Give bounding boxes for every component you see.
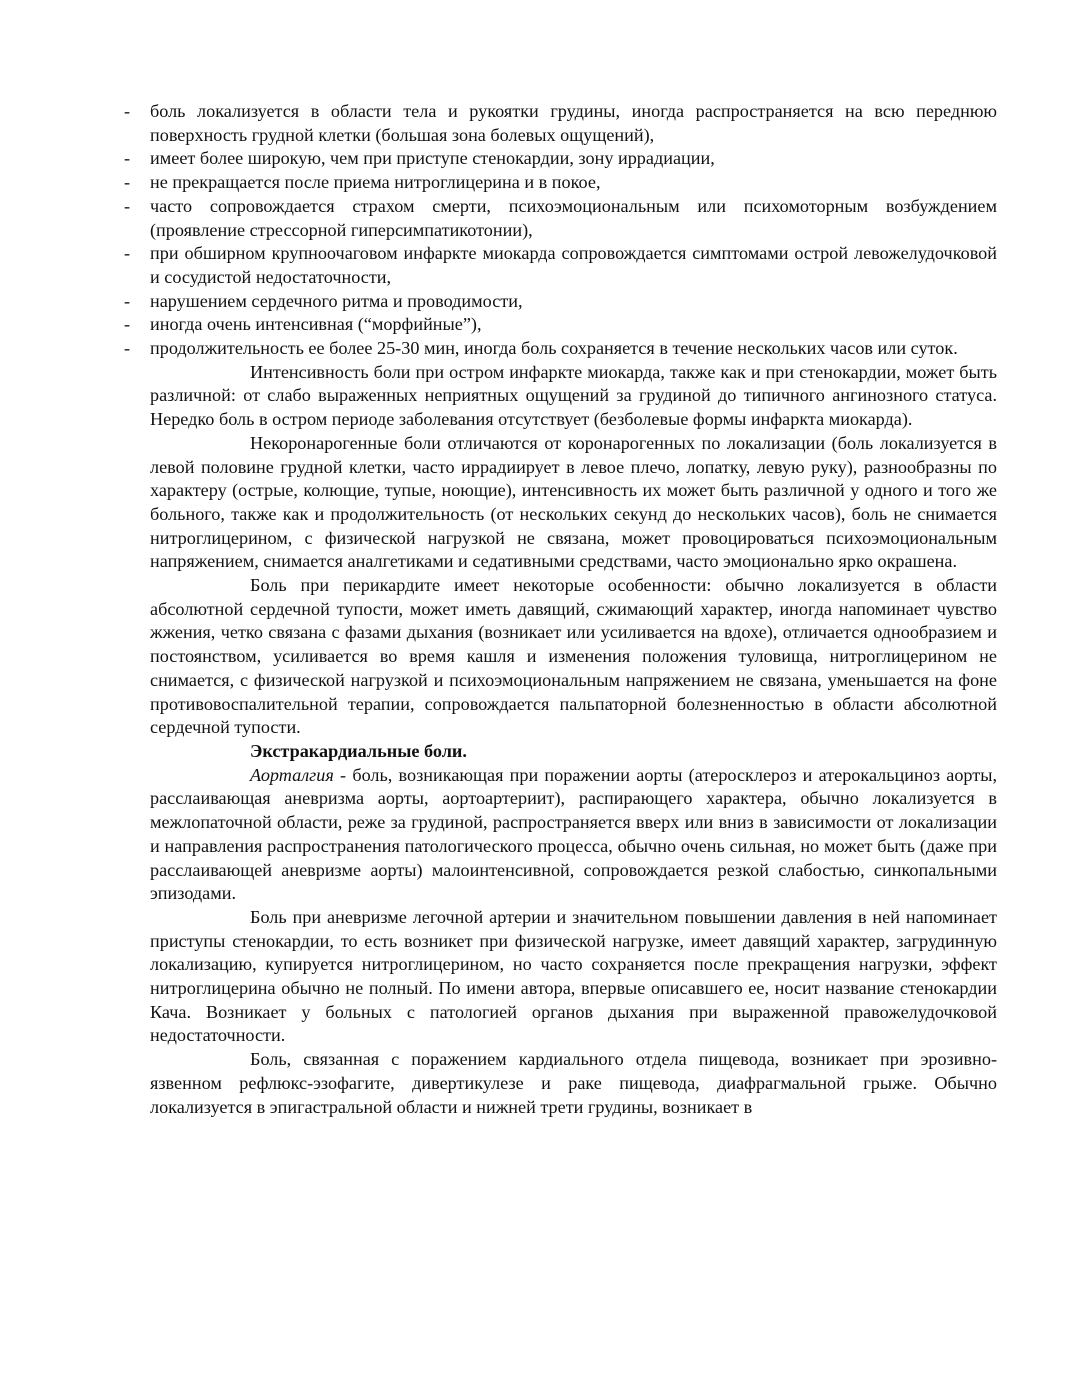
list-item [124,195,997,242]
list-marker: - [124,101,131,121]
paragraph-aortalgia [150,764,997,906]
list-marker: - [124,172,131,193]
list-item [124,242,997,289]
list-item-text: нарушением сердечного ритма и проводимости, [150,290,523,311]
list-item [124,147,997,171]
paragraph-pericarditis-pain: Боль при перикардите имеет некоторые особенности: обычно локализуется в области абсолютной сердечной тупости, может иметь давящий, сжимающий характер, иногда напоминает чувство жжения, четко связана с фазами дыхания (возникает или усиливается на вдохе), отличается однообразием и постоянством, усиливается во время кашля и изменения положения туловища, нитроглицерином не снимается, с физической нагрузкой и психоэмоциональным напряжением не связана, уменьшается на фоне противовоспалительной терапии, сопровождается пальпаторной болезненностью в области абсолютной сердечной тупости. [150,575,997,738]
paragraph-pulmonary-artery-pain: Боль при аневризме легочной артерии и значительном повышении давления в ней напоминает приступы стенокардии, то есть возникет при физической нагрузке, имеет давящий характер, загрудинную локализацию, купируется нитроглицерином, но часто сохраняется после прекращения нагрузки, эффект нитроглицерина обычно не полный. По имени автора, впервые описавшего ее, носит название стенокардии Кача. Возникает у больных с патологией органов дыхания при выраженной правожелудочковой недостаточности. [150,906,997,1046]
list-item-text: не прекращается после приема нитроглицерина и в покое, [150,172,601,193]
paragraph-esophageal-pain: Боль, связанная с поражением кардиального отдела пищевода, возникает при эрозивно-язвенном рефлюкс-эзофагите, дивертикулезе и раке пищевода, диафрагмальной грыже. Обычно локализуется в эпигастральной области и нижней трети грудины, возникает в [150,1049,997,1117]
list-item-text: имеет более широкую, чем при приступе стенокардии, зону иррадиации, [150,148,715,169]
document-body [124,100,997,1119]
list-item [124,171,997,195]
section-heading: Экстракардиальные боли. [250,740,467,761]
list-marker: - [124,338,131,359]
paragraph-mi-pain-intensity: Интенсивность боли при остром инфаркте миокарда, также как и при стенокардии, может быть различной: от слабо выраженных неприятных ощущений за грудиной до типичного ангинозного статуса. Нередко боль в остром периоде заболевания отсутствует (безболевые формы инфаркта миокарда). [150,361,997,430]
list-item [124,313,997,337]
symptom-list [124,100,997,361]
list-item-text: часто сопровождается страхом смерти, психоэмоциональным или психомоторным возбуждением (проявление стрессорной гиперсимпатикотонии), [150,195,997,240]
list-item-text: при обширном крупноочаговом инфаркте миокарда сопровождается симптомами острой левожелудочковой и сосудистой недостаточности, [150,243,997,287]
term-aortalgia: Аорталгия [250,764,334,785]
list-marker: - [124,243,131,264]
list-marker: - [124,314,131,335]
paragraph-noncoronary-pain: Некоронарогенные боли отличаются от коронарогенных по локализации (боль локализуется в левой половине грудной клетки, часто иррадиирует в левое плечо, лопатку, левую руку), разнообразны по характеру (острые, колющие, тупые, ноющие), интенсивность их может быть различной у одного и того же больного, также как и продолжительность (от нескольких секунд до нескольких часов), боль не снимается нитроглицерином, с физической нагрузкой не связана, может провоцироваться психоэмоциональным напряжением, снимается аналгетиками и седативными средствами, часто эмоционально ярко окрашена. [150,432,997,572]
list-marker: - [124,290,131,311]
list-item [124,100,997,147]
list-item-text: иногда очень интенсивная (“морфийные”), [150,314,482,335]
list-item [124,337,997,361]
paragraph-aortalgia-text: - боль, возникающая при поражении аорты (атеросклероз и атерокальциноз аорты, расслаивающая аневризма аорты, аортоартериит), распирающего характера, обычно локализуется в межлопаточной области, реже за грудиной, распространяется вверх или вниз в зависимости от локализации и направления распространения патологического процесса, обычно очень сильная, но может быть (даже при расслаивающей аневризме аорты) малоинтенсивной, сопровождается резкой слабостью, синкопальными эпизодами. [150,764,997,904]
list-item [124,290,997,314]
list-item-text: боль локализуется в области тела и рукоятки грудины, иногда распространяется на всю переднюю поверхность грудной клетки (большая зона болевых ощущений), [150,101,997,145]
list-marker: - [124,195,131,216]
list-marker: - [124,148,131,169]
list-item-text: продолжительность ее более 25-30 мин, иногда боль сохраняется в течение нескольких часов или суток. [150,338,958,359]
